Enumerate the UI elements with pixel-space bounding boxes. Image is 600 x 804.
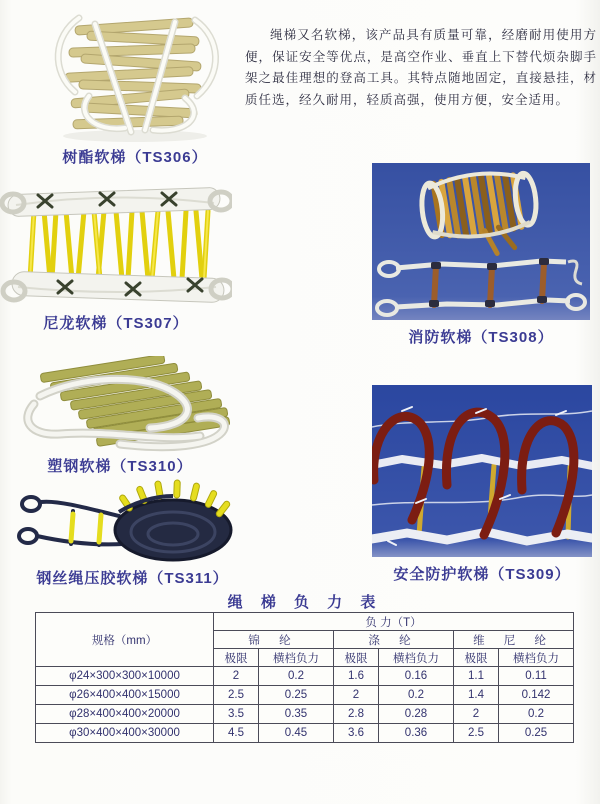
value-cell: 1.1 — [454, 667, 499, 686]
photo-ts306 — [35, 8, 235, 145]
subheader-rung-load: 横档负力 — [259, 649, 334, 667]
table-header-row-1 — [36, 613, 574, 631]
value-cell: 0.2 — [379, 686, 454, 705]
table-title: 绳 梯 负 力 表 — [227, 594, 383, 611]
value-cell: 2 — [214, 667, 259, 686]
subheader-rung-load: 横档负力 — [499, 649, 574, 667]
ts311-ladder-illustration — [15, 478, 240, 566]
value-cell: 1.6 — [334, 667, 379, 686]
spec-cell: φ26×400×400×15000 — [36, 686, 214, 705]
subheader-limit: 极限 — [214, 649, 259, 667]
photo-ts308 — [372, 163, 590, 320]
value-cell: 2 — [334, 686, 379, 705]
caption-ts307: 尼龙软梯（TS307） — [43, 315, 189, 332]
value-cell: 2.5 — [454, 724, 499, 743]
ts309-ladder-illustration — [372, 385, 592, 557]
value-cell: 0.2 — [259, 667, 334, 686]
value-cell: 2.5 — [214, 686, 259, 705]
subheader-rung-load: 横档负力 — [379, 649, 454, 667]
value-cell: 0.28 — [379, 705, 454, 724]
photo-ts307 — [0, 175, 232, 310]
value-cell: 0.11 — [499, 667, 574, 686]
header-spec: 规格（mm） — [36, 613, 214, 667]
value-cell: 0.25 — [499, 724, 574, 743]
header-material-jinlun: 锦 纶 — [214, 631, 334, 649]
value-cell: 0.25 — [259, 686, 334, 705]
photo-ts311 — [15, 478, 240, 566]
header-load: 负 力（T） — [214, 613, 574, 631]
ts307-ladder-illustration — [0, 175, 232, 310]
caption-ts309: 安全防护软梯（TS309） — [393, 566, 571, 583]
ts308-ladder-illustration — [372, 163, 590, 320]
value-cell: 0.2 — [499, 705, 574, 724]
subheader-limit: 极限 — [334, 649, 379, 667]
header-material-weinilun: 维 尼 纶 — [454, 631, 574, 649]
caption-ts310: 塑钢软梯（TS310） — [47, 458, 193, 475]
caption-ts306: 树酯软梯（TS306） — [62, 149, 208, 166]
ts310-ladder-illustration — [0, 356, 240, 454]
value-cell: 0.142 — [499, 686, 574, 705]
spec-cell: φ28×400×400×20000 — [36, 705, 214, 724]
table-row — [36, 724, 574, 743]
value-cell: 0.16 — [379, 667, 454, 686]
caption-ts311: 钢丝绳压胶软梯（TS311） — [36, 570, 229, 587]
table-row — [36, 705, 574, 724]
value-cell: 2.8 — [334, 705, 379, 724]
value-cell: 0.36 — [379, 724, 454, 743]
table-row — [36, 667, 574, 686]
intro-paragraph: 绳梯又名软梯，该产品具有质量可靠，经磨耐用使用方便，保证安全等优点，是高空作业、垂直上下替代烦杂脚手架之最佳理想的登高工具。其特点随地固定，直接悬挂，材质任选，经久耐用，轻质高强，使用方便，安全适用。 — [245, 28, 597, 107]
caption-ts308: 消防软梯（TS308） — [408, 329, 554, 346]
table-row — [36, 686, 574, 705]
photo-ts310 — [0, 356, 240, 454]
photo-ts309 — [372, 385, 592, 557]
value-cell: 1.4 — [454, 686, 499, 705]
subheader-limit: 极限 — [454, 649, 499, 667]
spec-cell: φ24×300×300×10000 — [36, 667, 214, 686]
value-cell: 4.5 — [214, 724, 259, 743]
header-material-dilun: 涤 纶 — [334, 631, 454, 649]
spec-cell: φ30×400×400×30000 — [36, 724, 214, 743]
value-cell: 0.35 — [259, 705, 334, 724]
value-cell: 3.5 — [214, 705, 259, 724]
value-cell: 3.6 — [334, 724, 379, 743]
load-table — [35, 612, 574, 743]
ts306-ladder-illustration — [35, 8, 235, 145]
value-cell: 2 — [454, 705, 499, 724]
value-cell: 0.45 — [259, 724, 334, 743]
